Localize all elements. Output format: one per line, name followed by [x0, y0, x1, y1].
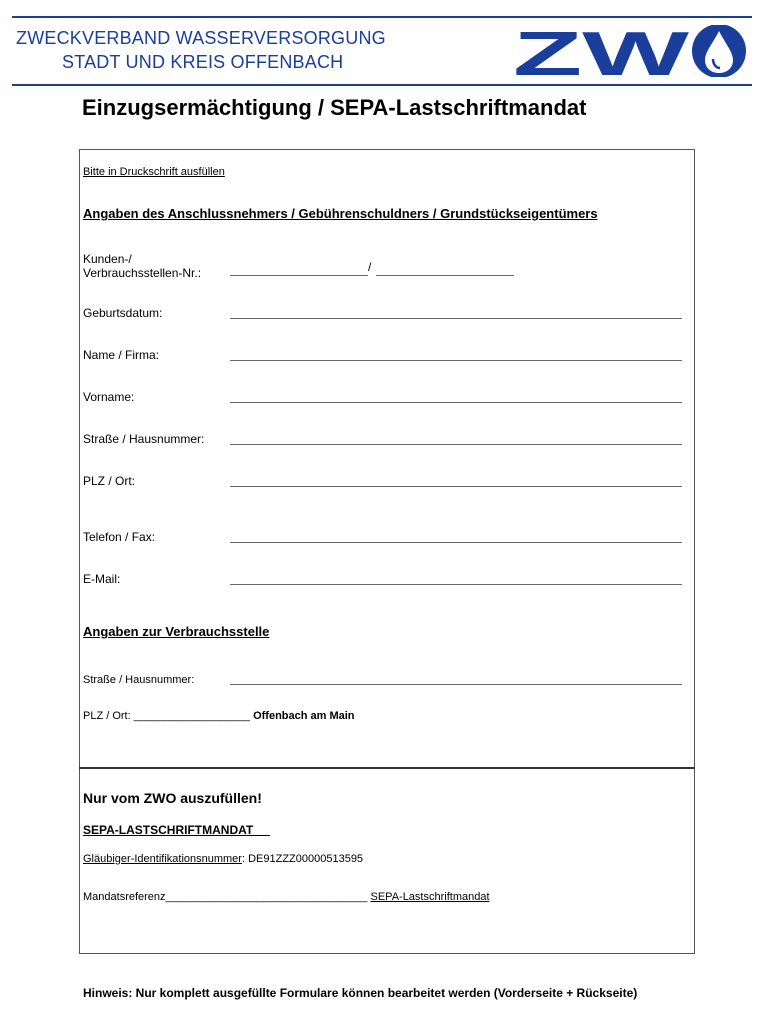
svg-text:ZW: ZW: [513, 25, 690, 77]
customer-number-field-part2[interactable]: [376, 275, 514, 276]
consumption-street-field[interactable]: [230, 684, 682, 685]
phone-fax-field[interactable]: [230, 542, 682, 543]
birthdate-label: Geburtsdatum:: [83, 306, 163, 320]
mandate-ref-row: [83, 891, 490, 903]
mandate-ref-field[interactable]: _________________________________: [165, 891, 368, 903]
section1-heading: Angaben des Anschlussnehmers / Gebührenschuldners / Grundstückseigentümers: [83, 206, 598, 221]
customer-number-label-2: Verbrauchsstellen-Nr.:: [83, 266, 202, 280]
firstname-label: Vorname:: [83, 390, 135, 404]
page-title: Einzugsermächtigung / SEPA-Lastschriftmandat: [82, 95, 587, 120]
org-name-line2: STADT UND KREIS OFFENBACH: [62, 52, 344, 72]
footer-note: Hinweis: Nur komplett ausgefüllte Formulare können bearbeitet werden (Vorderseite + Rückseite): [83, 986, 638, 1000]
email-label: E-Mail:: [83, 572, 121, 586]
birthdate-field[interactable]: [230, 318, 682, 319]
street-label: Straße / Hausnummer:: [83, 432, 205, 446]
office-separator: [79, 767, 695, 769]
header-bottom-rule: [12, 84, 752, 86]
customer-number-field-part1[interactable]: [230, 275, 368, 276]
zwo-logo: [513, 25, 749, 77]
sepa-mandate-heading: [83, 823, 270, 837]
office-heading: Nur vom ZWO auszufüllen!: [83, 790, 262, 806]
email-field[interactable]: [230, 584, 682, 585]
consumption-city: Offenbach am Main: [253, 710, 355, 722]
mandate-ref-label: Mandatsreferenz: [83, 891, 166, 903]
plz-city-field[interactable]: [230, 486, 682, 487]
header-top-rule: [12, 16, 752, 18]
org-name-line1: ZWECKVERBAND WASSERVERSORGUNG: [16, 28, 386, 48]
consumption-plz-field[interactable]: ___________________: [133, 710, 250, 722]
creditor-id-value: : DE91ZZZ00000513595: [241, 853, 364, 865]
firstname-field[interactable]: [230, 402, 682, 403]
mandate-type: SEPA-Lastschriftmandat: [370, 891, 490, 903]
consumption-plz-label: PLZ / Ort:: [83, 710, 131, 722]
phone-fax-label: Telefon / Fax:: [83, 530, 156, 544]
street-field[interactable]: [230, 444, 682, 445]
consumption-plz-row: [83, 710, 355, 722]
instruction-text: Bitte in Druckschrift ausfüllen: [83, 166, 225, 178]
plz-city-label: PLZ / Ort:: [83, 474, 136, 488]
name-label: Name / Firma:: [83, 348, 160, 362]
name-field[interactable]: [230, 360, 682, 361]
sepa-mandate-heading-text: SEPA-LASTSCHRIFTMANDAT: [83, 823, 254, 837]
creditor-id-row: [83, 853, 363, 865]
section2-heading: Angaben zur Verbrauchsstelle: [83, 624, 270, 639]
consumption-street-label: Straße / Hausnummer:: [83, 674, 195, 686]
customer-number-label-1: Kunden-/: [83, 252, 132, 266]
customer-number-separator: /: [368, 260, 372, 274]
creditor-id-label: Gläubiger-Identifikationsnummer: [83, 853, 242, 865]
